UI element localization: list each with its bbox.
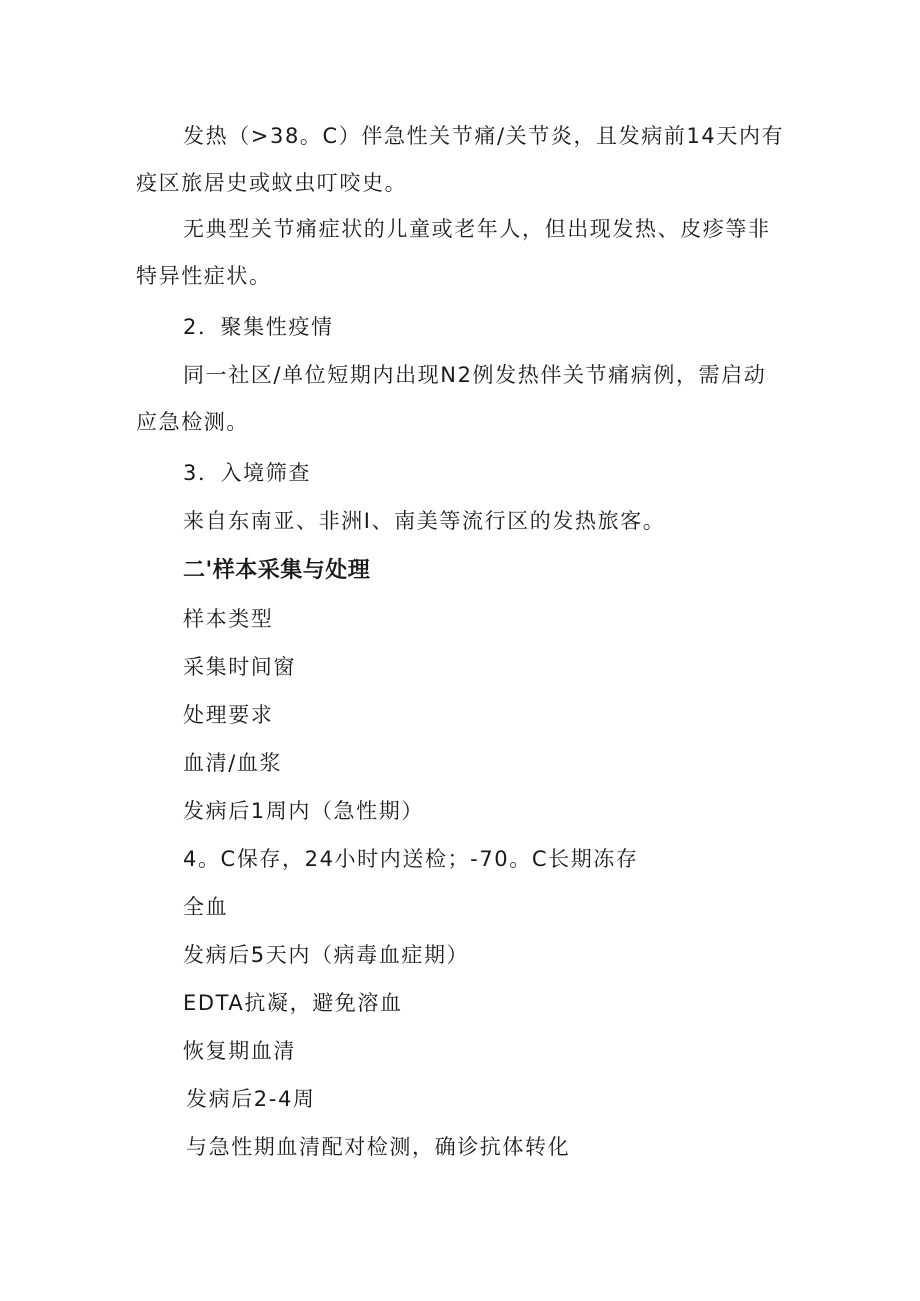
table-cell: 全血: [183, 895, 229, 919]
table-header-cell: 样本类型: [183, 607, 274, 631]
table-cell: 发病后2-4周: [186, 1087, 316, 1111]
paragraph-line: 疫区旅居史或蚊虫叮咬史。: [136, 171, 408, 195]
paragraph-line: 特异性症状。: [136, 264, 272, 288]
table-cell: EDTA抗凝，避免溶血: [183, 991, 403, 1015]
section-heading: 二'样本采集与处理: [183, 558, 371, 583]
item-title: 2．聚集性疫情: [183, 315, 334, 339]
paragraph-line: 应急检测。: [136, 410, 249, 434]
table-cell: 4。C保存，24小时内送检；-70。C长期冻存: [183, 847, 639, 871]
table-cell: 血清/血浆: [183, 751, 283, 775]
table-cell: 发病后5天内（病毒血症期）: [183, 943, 470, 967]
table-cell: 与急性期血清配对检测，确诊抗体转化: [186, 1135, 571, 1159]
table-cell: 发病后1周内（急性期）: [183, 799, 424, 823]
table-header-cell: 采集时间窗: [183, 655, 296, 679]
paragraph-line: 发热（>38。C）伴急性关节痛/关节炎，且发病前14天内有: [183, 124, 785, 148]
paragraph-line: 无典型关节痛症状的儿童或老年人，但出现发热、皮疹等非: [183, 217, 771, 241]
table-header-cell: 处理要求: [183, 703, 274, 727]
table-cell: 恢复期血清: [183, 1039, 296, 1063]
paragraph-line: 来自东南亚、非洲I、南美等流行区的发热旅客。: [183, 509, 666, 533]
paragraph-line: 同一社区/单位短期内出现N2例发热伴关节痛病例，需启动: [183, 363, 767, 387]
item-title: 3．入境筛查: [183, 461, 311, 485]
